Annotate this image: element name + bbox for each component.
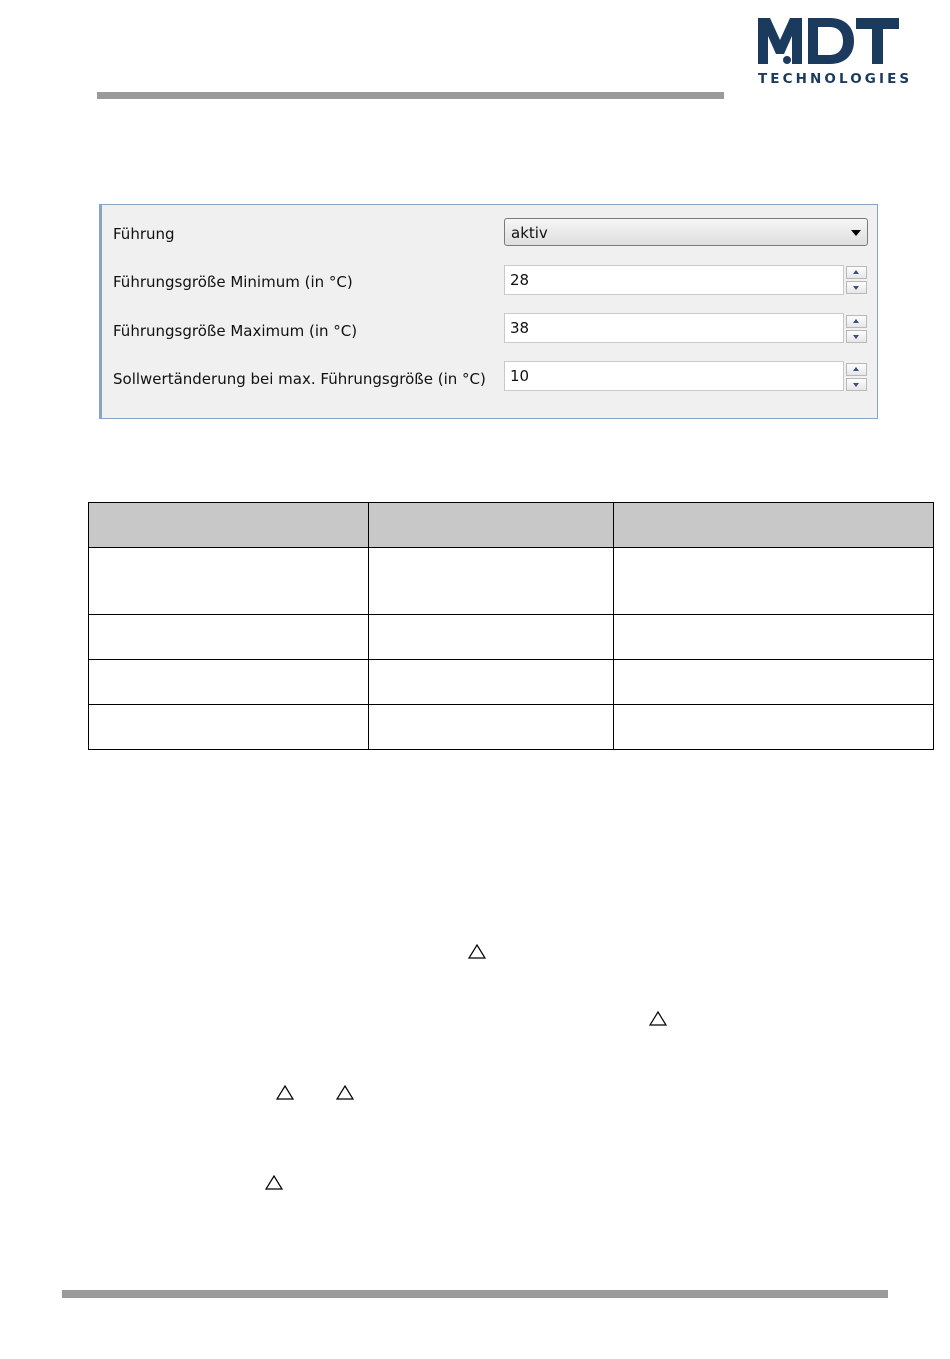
maximum-increment-button[interactable]: [846, 315, 867, 328]
table-row: [89, 615, 934, 660]
delta-triangle-icon: [336, 1085, 354, 1100]
table-cell: [89, 705, 369, 750]
arrow-up-icon: [853, 367, 859, 371]
delta-triangle-icon: [276, 1085, 294, 1100]
minimum-increment-button[interactable]: [846, 266, 867, 279]
parameter-panel: [99, 204, 878, 419]
param-label-fuehrung: Führung: [113, 225, 175, 243]
mdt-logo-wordmark: [756, 16, 901, 66]
delta-triangle-icon: [265, 1175, 283, 1190]
table-cell: [614, 705, 934, 750]
header-rule: [97, 92, 724, 99]
table-cell: [369, 615, 614, 660]
table-row: [89, 548, 934, 615]
sollwertaenderung-increment-button[interactable]: [846, 363, 867, 376]
table-header-cell: [614, 503, 934, 548]
table-cell: [614, 548, 934, 615]
table-cell: [369, 660, 614, 705]
arrow-down-icon: [853, 335, 859, 339]
table-cell: [89, 615, 369, 660]
table-cell: [614, 615, 934, 660]
arrow-up-icon: [853, 319, 859, 323]
table-row: [89, 705, 934, 750]
sollwertaenderung-input-value: 10: [510, 367, 530, 385]
minimum-decrement-button[interactable]: [846, 281, 867, 294]
minimum-input[interactable]: [504, 265, 844, 295]
sollwertaenderung-input[interactable]: [504, 361, 844, 391]
maximum-input[interactable]: [504, 313, 844, 343]
table-cell: [369, 705, 614, 750]
table-cell: [614, 660, 934, 705]
table-header-cell: [369, 503, 614, 548]
fuehrung-dropdown-value: aktiv: [511, 224, 548, 242]
maximum-input-value: 38: [510, 319, 530, 337]
table-cell: [369, 548, 614, 615]
arrow-down-icon: [853, 286, 859, 290]
sollwertaenderung-spinner[interactable]: [846, 363, 867, 392]
sollwertaenderung-decrement-button[interactable]: [846, 378, 867, 391]
maximum-decrement-button[interactable]: [846, 330, 867, 343]
arrow-up-icon: [853, 270, 859, 274]
logo-subtitle: TECHNOLOGIES: [758, 71, 913, 87]
table-row: [89, 660, 934, 705]
param-label-maximum: Führungsgröße Maximum (in °C): [113, 322, 358, 340]
arrow-down-icon: [853, 383, 859, 387]
param-label-minimum: Führungsgröße Minimum (in °C): [113, 273, 353, 291]
parameter-table: [88, 502, 934, 750]
maximum-spinner[interactable]: [846, 315, 867, 344]
mdt-logo: [756, 16, 913, 90]
delta-triangle-icon: [649, 1011, 667, 1026]
table-cell: [89, 548, 369, 615]
table-header-cell: [89, 503, 369, 548]
table-cell: [89, 660, 369, 705]
table-header-row: [89, 503, 934, 548]
footer-rule: [62, 1290, 888, 1298]
delta-triangle-icon: [468, 944, 486, 959]
fuehrung-dropdown[interactable]: [504, 218, 868, 246]
minimum-spinner[interactable]: [846, 266, 867, 295]
param-label-sollwertaenderung: Sollwertänderung bei max. Führungsgröße (in °C): [113, 370, 486, 388]
chevron-down-icon[interactable]: [851, 230, 861, 236]
minimum-input-value: 28: [510, 271, 530, 289]
